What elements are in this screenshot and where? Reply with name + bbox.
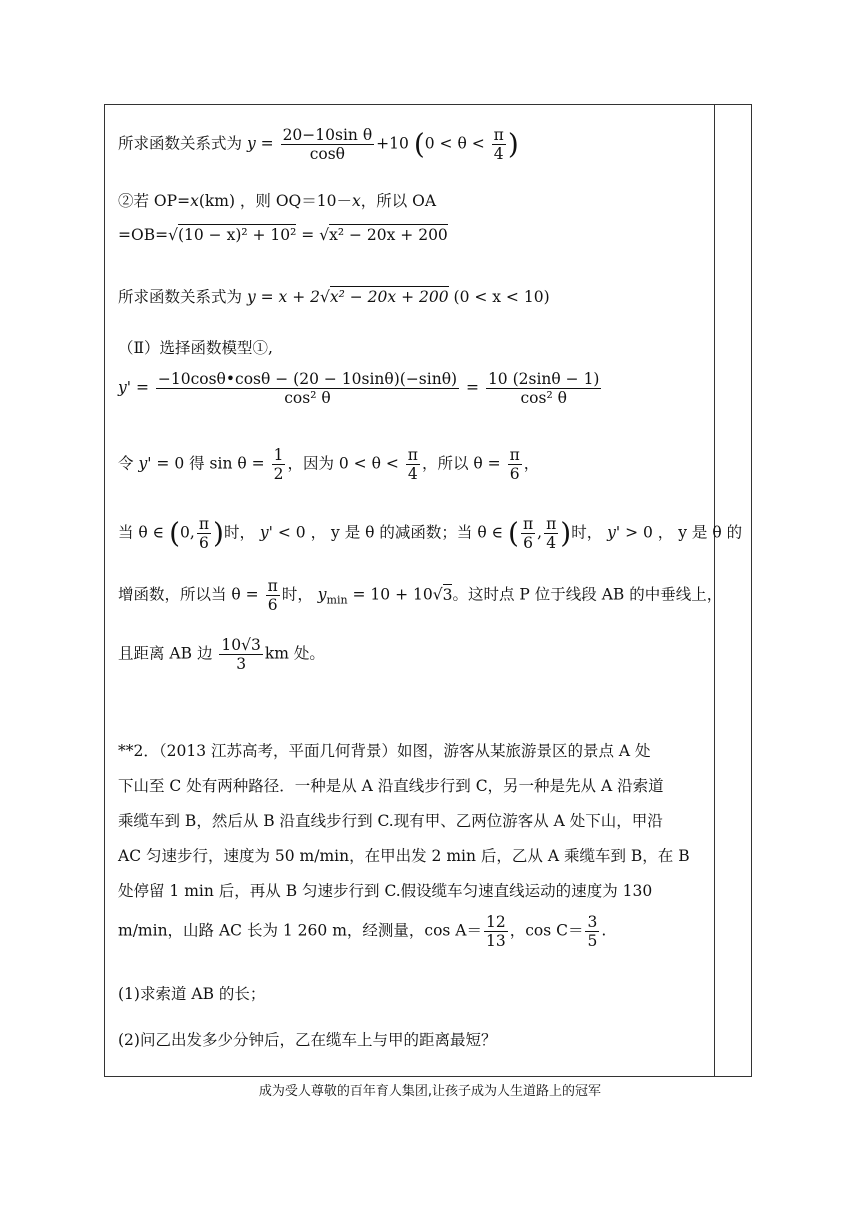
page-footer: 成为受人尊敬的百年育人集团,让孩子成为人生道路上的冠军 (258, 1084, 602, 1099)
section-heading: （Ⅱ）选择函数模型①, (118, 339, 273, 357)
problem-line-4: AC 匀速步行，速度为 50 m/min，在甲出发 2 min 后，乙从 A 乘缆车到 B，在 B (118, 847, 690, 865)
formula-line-2: ②若 OP=x(km) ，则 OQ＝10－x，所以 OA (118, 192, 437, 210)
formula-line-3: =OB=√(10 − x)² + 10² = √x² − 20x + 200 (118, 226, 448, 244)
distance-line: 且距离 AB 边 $\frac{10√3}{3}$ km 处。 (118, 636, 325, 673)
problem-line-5: 处停留 1 min 后，再从 B 匀速步行到 C.假设缆车匀速直线运动的速度为 130 (118, 882, 653, 900)
monotonic-line: 当 θ ∈ (0, $\frac{\pi}{6}$ )时， y' < 0 ， y 是 θ 的减函数；当 θ ∈ ( $\frac{\pi}{6}$ , $\frac{\pi}{4}$ )时， y' > 0 ， y 是 θ 的 (118, 515, 743, 552)
problem-line-1: **2．（2013 江苏高考，平面几何背景）如图，游客从某旅游景区的景点 A 处 (118, 742, 651, 760)
problem-line-3: 乘缆车到 B，然后从 B 沿直线步行到 C.现有甲、乙两位游客从 A 处下山，甲沿 (118, 812, 663, 830)
fraction: $\frac{\text{20−10sin θ}}{\cos\theta}$ (282, 126, 373, 163)
var-y: y (246, 134, 256, 153)
derivative-line: y' = $\frac{-10\cos\theta•\cos\theta - (20 - 10\sin\theta)(-\sin\theta)}{\text{cos² θ}}$ = $\frac{10 (2\sin\theta - 1)}{\text{cos² θ}}$ (118, 370, 600, 407)
problem-line-2: 下山至 C 处有两种路径．一种是从 A 沿直线步行到 C，另一种是先从 A 沿索道 (118, 777, 664, 795)
formula-line-4: 所求函数关系式为 y = x + 2√x² − 20x + 200 (0 < x < 10) (118, 288, 550, 306)
question-1: (1)求索道 AB 的长； (118, 985, 266, 1003)
problem-line-6: m/min，山路 AC 长为 1 260 m，经测量，cos A＝ $\frac{12}{13}$ ，cos C＝ $\frac{3}{5}$ . (118, 913, 607, 950)
solve-line: 令 y' = 0 得 sin θ = $\frac{1}{2}$ ，因为 0 < θ < $\frac{\pi}{4}$ ，所以 θ = $\frac{\pi}{6}$ ， (118, 446, 540, 483)
min-line: 增函数，所以当 θ = $\frac{\pi}{6}$ 时， $y_{min} = 10 + 10√3$。这时点 P 位于线段 AB 的中垂线上， (118, 577, 723, 614)
text: 所求函数关系式为 (118, 134, 243, 153)
formula-line-1: 所求函数关系式为 y = $\frac{\text{20−10sin θ}}{\cos\theta}$ +10 (0 < θ < $\frac{\pi}{4}$ ) (118, 126, 519, 163)
question-2: (2)问乙出发多少分钟后，乙在缆车上与甲的距离最短？ (118, 1031, 497, 1049)
